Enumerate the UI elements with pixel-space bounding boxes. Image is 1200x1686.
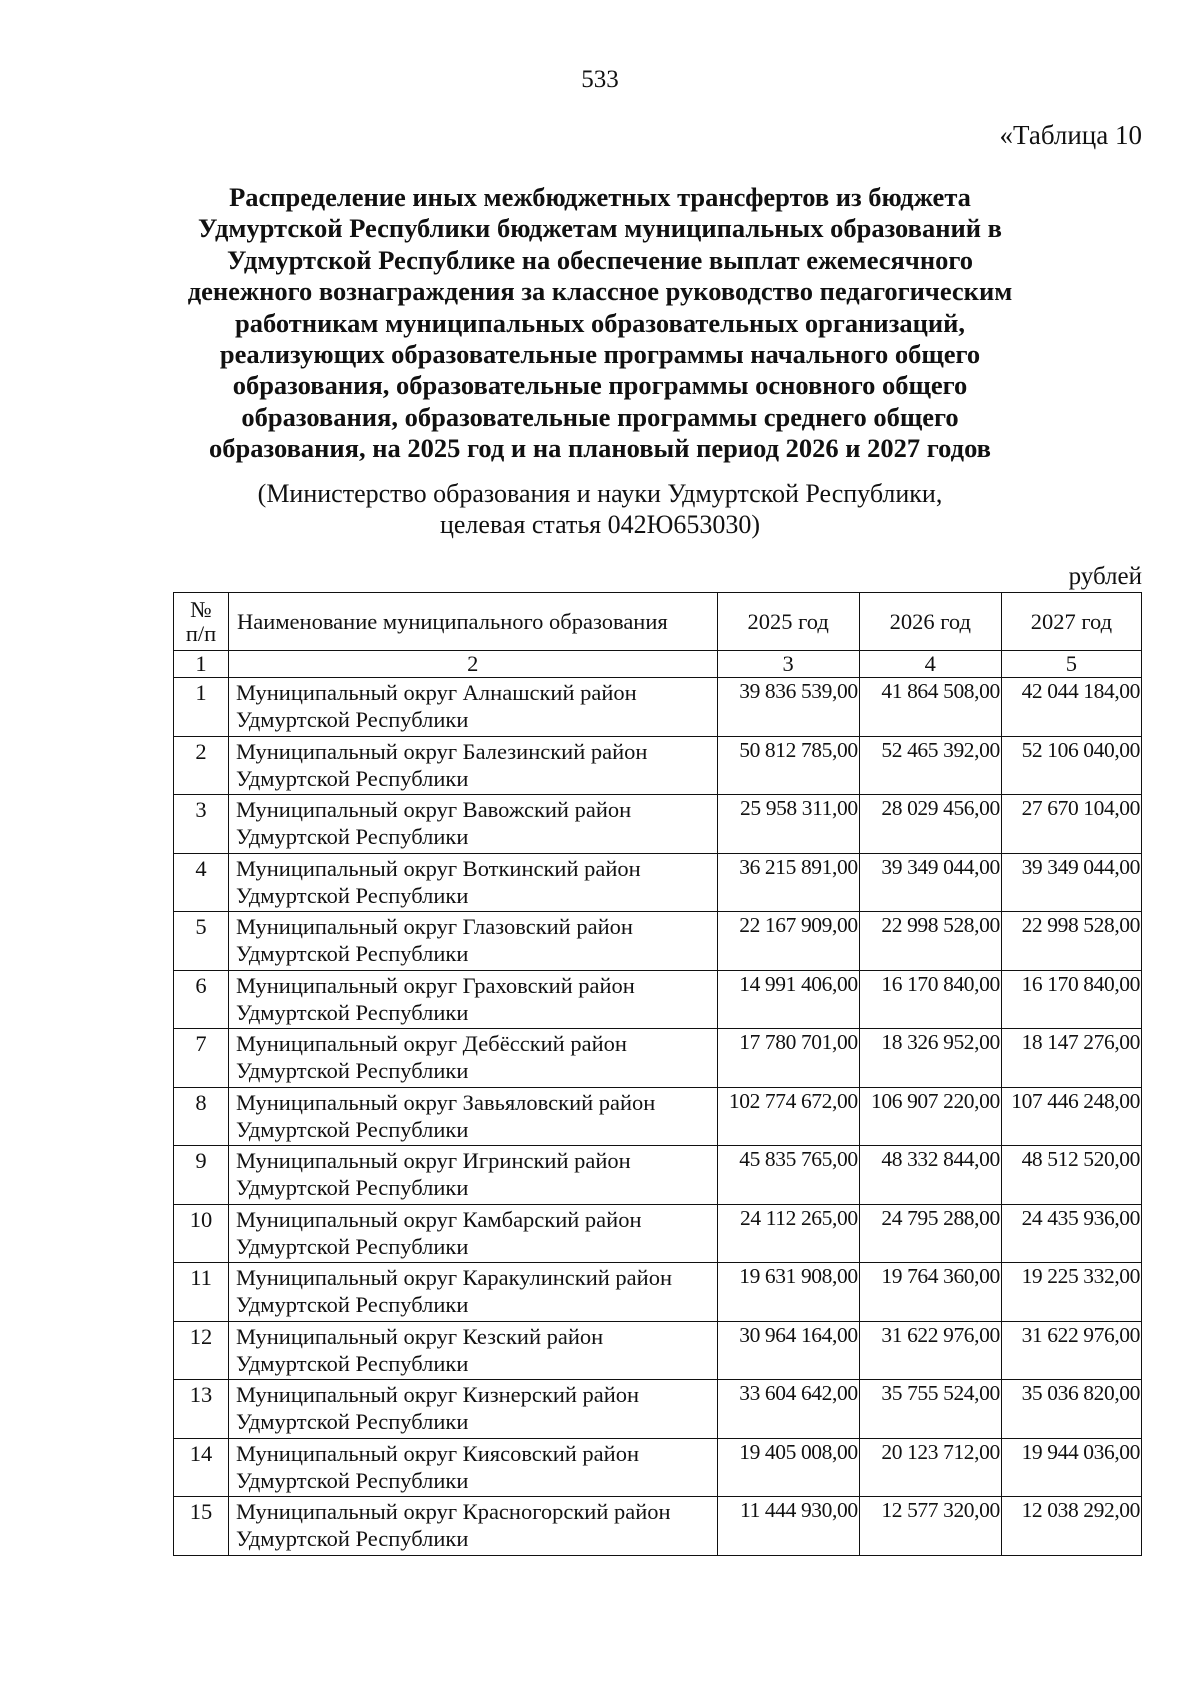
row-number: 13 (174, 1380, 229, 1439)
amount-2026: 24 795 288,00 (859, 1204, 1001, 1263)
municipality-name-line: Удмуртской Республики (236, 882, 469, 908)
municipality-name-line: Муниципальный округ Каракулинский район (236, 1265, 672, 1290)
row-number: 5 (174, 912, 229, 971)
amount-2026: 35 755 524,00 (859, 1380, 1001, 1439)
table-row (174, 736, 1142, 795)
row-number: 10 (174, 1204, 229, 1263)
municipality-name-line: Муниципальный округ Игринский район (236, 1148, 631, 1173)
municipality-name (229, 678, 718, 737)
amount-2027: 27 670 104,00 (1001, 795, 1141, 854)
amount-2025: 19 405 008,00 (717, 1438, 859, 1497)
amount-2026: 28 029 456,00 (859, 795, 1001, 854)
title-line: Удмуртской Республике на обеспечение выплат ежемесячного (227, 244, 973, 275)
municipality-name-line: Муниципальный округ Красногорский район (236, 1499, 671, 1524)
amount-2026: 22 998 528,00 (859, 912, 1001, 971)
amount-2027: 12 038 292,00 (1001, 1497, 1141, 1556)
municipality-name (229, 1380, 718, 1439)
title-line: образования, образовательные программы среднего общего (241, 401, 959, 432)
amount-2025: 102 774 672,00 (717, 1087, 859, 1146)
amount-2027: 19 944 036,00 (1001, 1438, 1141, 1497)
amount-2026: 19 764 360,00 (859, 1263, 1001, 1322)
title-line: образования, на 2025 год и на плановый период 2026 и 2027 годов (209, 433, 991, 464)
table-row (174, 1438, 1142, 1497)
municipality-name (229, 736, 718, 795)
amount-2027: 22 998 528,00 (1001, 912, 1141, 971)
table-row (174, 1087, 1142, 1146)
amount-2027: 35 036 820,00 (1001, 1380, 1141, 1439)
column-number: 2 (229, 651, 718, 678)
amount-2025: 24 112 265,00 (717, 1204, 859, 1263)
amount-2026: 16 170 840,00 (859, 970, 1001, 1029)
row-number: 4 (174, 853, 229, 912)
municipality-name-line: Муниципальный округ Камбарский район (236, 1206, 642, 1232)
table-header-row (174, 593, 1142, 651)
municipality-name-line: Муниципальный округ Глазовский район (236, 914, 633, 939)
amount-2027: 52 106 040,00 (1001, 736, 1141, 795)
municipality-name-line: Муниципальный округ Воткинский район (236, 855, 641, 881)
municipality-name-line: Муниципальный округ Киясовский район (236, 1440, 640, 1466)
header-2025: 2025 год (717, 593, 859, 651)
municipality-name-line: Муниципальный округ Кезский район (236, 1323, 604, 1349)
table-row (174, 678, 1142, 737)
municipality-name-line: Удмуртской Республики (236, 1350, 469, 1376)
row-number: 15 (174, 1497, 229, 1556)
title-line: Удмуртской Республики бюджетам муниципальных образований в (198, 213, 1002, 244)
amount-2027: 42 044 184,00 (1001, 678, 1141, 737)
row-number: 6 (174, 970, 229, 1029)
municipality-name-line: Удмуртской Республики (236, 1175, 469, 1200)
municipality-name-line: Удмуртской Республики (236, 707, 469, 732)
row-number: 11 (174, 1263, 229, 1322)
municipality-name-line: Муниципальный округ Дебёсский район (236, 1031, 627, 1056)
municipality-name (229, 1263, 718, 1322)
amount-2027: 31 622 976,00 (1001, 1321, 1141, 1380)
municipality-name (229, 1029, 718, 1088)
table-row (174, 1146, 1142, 1205)
municipality-name (229, 1438, 718, 1497)
row-number: 1 (174, 678, 229, 737)
amount-2025: 19 631 908,00 (717, 1263, 859, 1322)
table-row (174, 970, 1142, 1029)
table-row (174, 1321, 1142, 1380)
column-number: 4 (859, 651, 1001, 678)
table-row (174, 1497, 1142, 1556)
municipality-name (229, 1146, 718, 1205)
amount-2027: 16 170 840,00 (1001, 970, 1141, 1029)
amount-2025: 22 167 909,00 (717, 912, 859, 971)
municipality-name-line: Муниципальный округ Балезинский район (236, 738, 648, 764)
header-2026: 2026 год (859, 593, 1001, 651)
table-row (174, 1380, 1142, 1439)
table-row (174, 1029, 1142, 1088)
amount-2026: 48 332 844,00 (859, 1146, 1001, 1205)
amount-2026: 18 326 952,00 (859, 1029, 1001, 1088)
municipality-name-line: Удмуртской Республики (236, 1116, 469, 1142)
municipality-name-line: Удмуртской Республики (236, 1467, 469, 1493)
subtitle-line: (Министерство образования и науки Удмуртской Республики, (257, 479, 943, 508)
header-2027: 2027 год (1001, 593, 1141, 651)
subtitle-line: целевая статья 042Ю653030) (439, 510, 761, 539)
table-row (174, 1263, 1142, 1322)
municipality-name-line: Муниципальный округ Граховский район (236, 972, 635, 998)
units-label: рублей (1068, 563, 1142, 590)
amount-2026: 31 622 976,00 (859, 1321, 1001, 1380)
amount-2025: 33 604 642,00 (717, 1380, 859, 1439)
municipality-name (229, 912, 718, 971)
title-line: образования, образовательные программы основного общего (232, 370, 968, 401)
table-row (174, 912, 1142, 971)
amount-2025: 45 835 765,00 (717, 1146, 859, 1205)
row-number: 3 (174, 795, 229, 854)
municipality-name-line: Удмуртской Республики (236, 1292, 469, 1317)
amount-2026: 106 907 220,00 (859, 1087, 1001, 1146)
municipality-name (229, 970, 718, 1029)
document-subtitle (170, 478, 1030, 540)
table-label: «Таблица 10 (999, 120, 1142, 150)
amount-2027: 18 147 276,00 (1001, 1029, 1141, 1088)
row-number: 2 (174, 736, 229, 795)
title-line: Распределение иных межбюджетных трансфертов из бюджета (229, 182, 971, 212)
header-number-sign: № (190, 596, 212, 622)
municipality-name-line: Удмуртской Республики (236, 1526, 469, 1551)
table-body (174, 678, 1142, 1556)
municipality-name (229, 795, 718, 854)
row-number: 8 (174, 1087, 229, 1146)
amount-2027: 107 446 248,00 (1001, 1087, 1141, 1146)
municipality-name-line: Муниципальный округ Алнашский район (236, 680, 637, 705)
amount-2026: 12 577 320,00 (859, 1497, 1001, 1556)
row-number: 14 (174, 1438, 229, 1497)
transfers-table (173, 592, 1142, 1556)
header-number (174, 593, 229, 651)
municipality-name-line: Удмуртской Республики (236, 765, 469, 791)
municipality-name (229, 1204, 718, 1263)
header-name: Наименование муниципального образования (229, 593, 718, 651)
amount-2027: 24 435 936,00 (1001, 1204, 1141, 1263)
amount-2025: 36 215 891,00 (717, 853, 859, 912)
row-number: 7 (174, 1029, 229, 1088)
document-title (170, 182, 1030, 465)
amount-2025: 25 958 311,00 (717, 795, 859, 854)
page-number: 533 (581, 66, 619, 93)
column-number-row (174, 651, 1142, 678)
municipality-name-line: Муниципальный округ Вавожский район (236, 797, 632, 822)
municipality-name (229, 1497, 718, 1556)
header-number-label: п/п (185, 620, 217, 646)
amount-2025: 30 964 164,00 (717, 1321, 859, 1380)
municipality-name (229, 853, 718, 912)
amount-2027: 39 349 044,00 (1001, 853, 1141, 912)
municipality-name-line: Удмуртской Республики (236, 1409, 469, 1434)
amount-2027: 48 512 520,00 (1001, 1146, 1141, 1205)
table-row (174, 795, 1142, 854)
amount-2026: 41 864 508,00 (859, 678, 1001, 737)
municipality-name (229, 1321, 718, 1380)
column-number: 3 (717, 651, 859, 678)
title-line: работникам муниципальных образовательных организаций, (234, 307, 966, 338)
amount-2025: 50 812 785,00 (717, 736, 859, 795)
amount-2025: 17 780 701,00 (717, 1029, 859, 1088)
title-line: реализующих образовательные программы начального общего (219, 339, 981, 370)
municipality-name-line: Удмуртской Республики (236, 999, 469, 1025)
amount-2025: 14 991 406,00 (717, 970, 859, 1029)
municipality-name (229, 1087, 718, 1146)
municipality-name-line: Удмуртской Республики (236, 1233, 469, 1259)
amount-2026: 39 349 044,00 (859, 853, 1001, 912)
row-number: 12 (174, 1321, 229, 1380)
amount-2025: 39 836 539,00 (717, 678, 859, 737)
table-row (174, 1204, 1142, 1263)
municipality-name-line: Муниципальный округ Кизнерский район (236, 1382, 640, 1407)
amount-2026: 20 123 712,00 (859, 1438, 1001, 1497)
amount-2026: 52 465 392,00 (859, 736, 1001, 795)
amount-2027: 19 225 332,00 (1001, 1263, 1141, 1322)
amount-2025: 11 444 930,00 (717, 1497, 859, 1556)
table-row (174, 853, 1142, 912)
column-number: 1 (174, 651, 229, 678)
municipality-name-line: Муниципальный округ Завьяловский район (236, 1089, 656, 1115)
municipality-name-line: Удмуртской Республики (236, 1058, 469, 1083)
municipality-name-line: Удмуртской Республики (236, 824, 469, 849)
column-number: 5 (1001, 651, 1141, 678)
title-line: денежного вознаграждения за классное руководство педагогическим (187, 276, 1013, 307)
row-number: 9 (174, 1146, 229, 1205)
municipality-name-line: Удмуртской Республики (236, 941, 469, 966)
